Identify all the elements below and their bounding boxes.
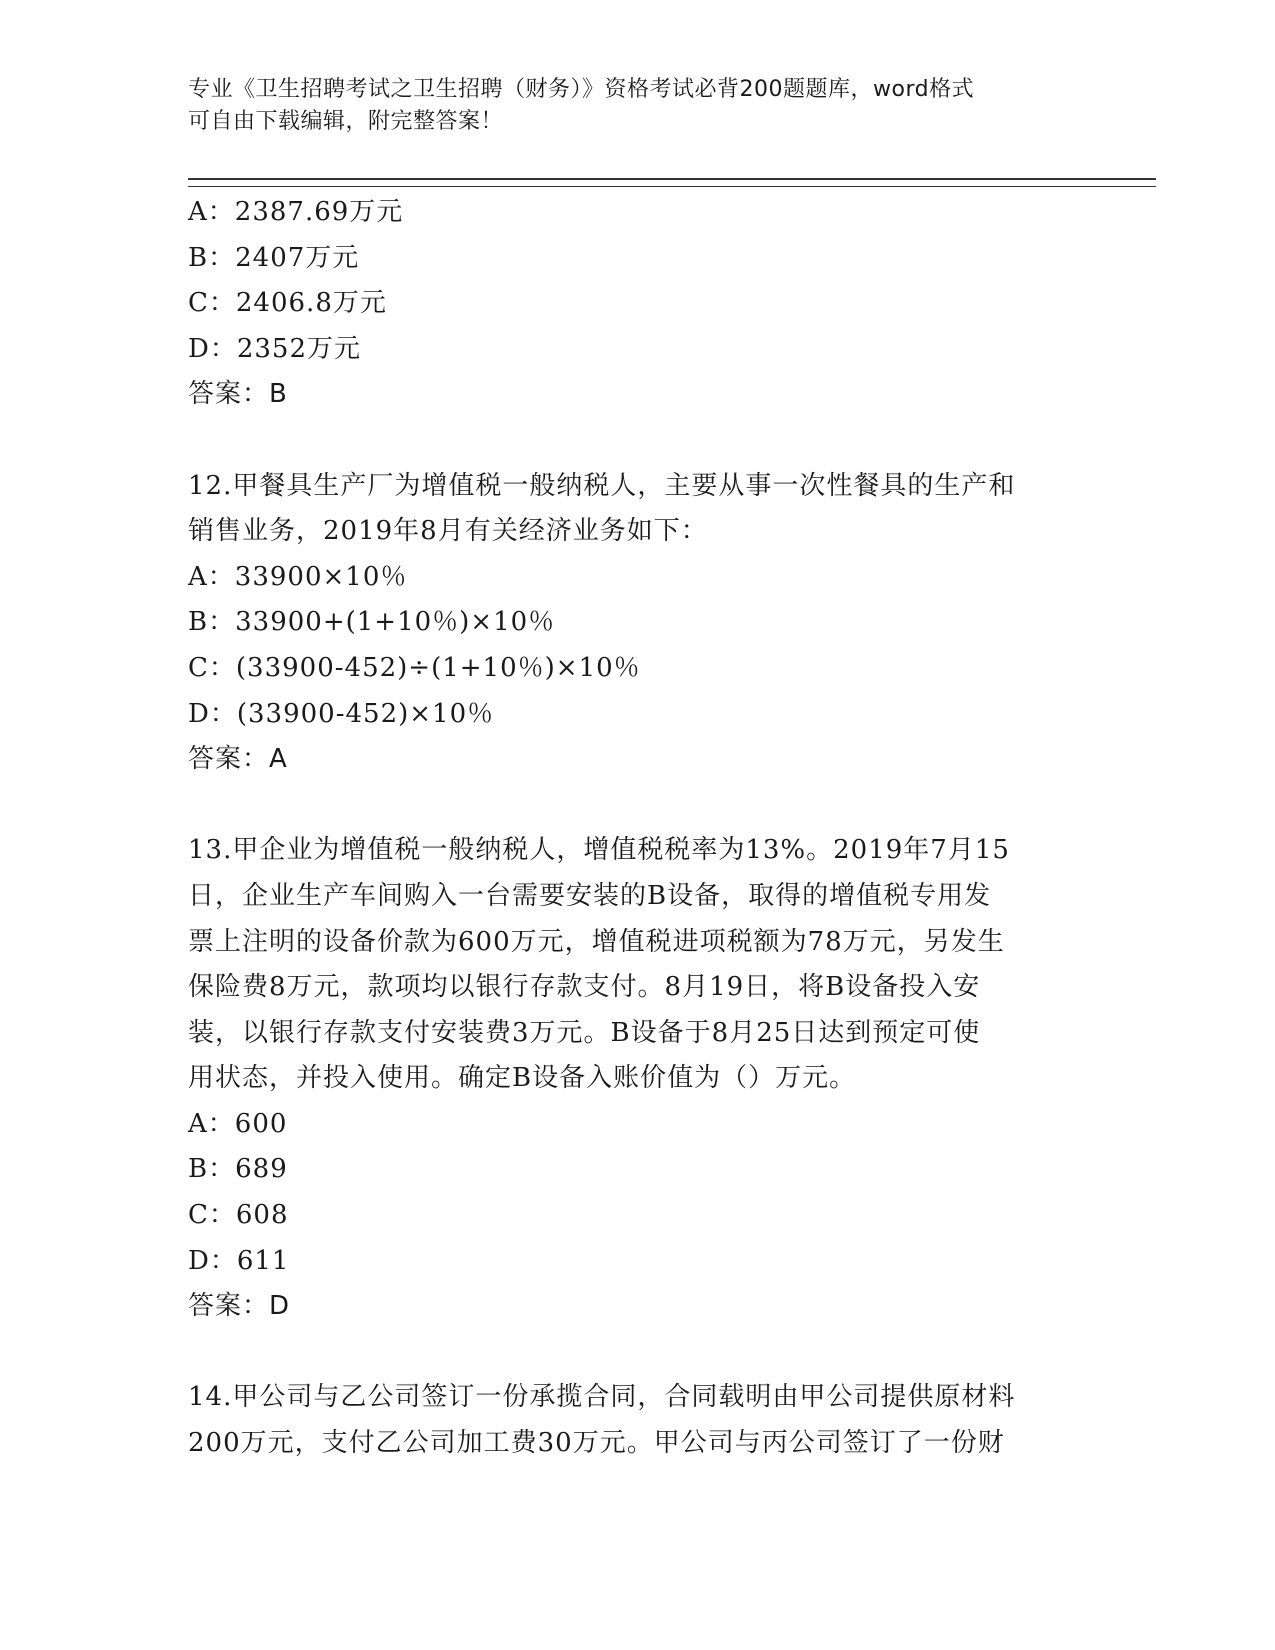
question-stem-line: 14.甲公司与乙公司签订一份承揽合同，合同载明由甲公司提供原材料 [188,1382,1016,1413]
option-c: C：2406.8万元 [188,288,387,319]
question-11 [188,190,1078,418]
answer: 答案：D [188,1291,291,1322]
option-d: D：611 [188,1245,290,1276]
question-stem-line: 用状态，并投入使用。确定B设备入账价值为（）万元。 [188,1063,857,1094]
question-13 [188,828,1078,1330]
option-b: B：33900+(1+10％)×10％ [188,607,556,638]
option-c: C：(33900-452)÷(1+10％)×10％ [188,652,641,683]
question-14 [188,1375,1078,1466]
question-stem-line: 票上注明的设备价款为600万元，增值税进项税额为78万元，另发生 [188,926,1005,957]
option-a: A：33900×10％ [188,561,408,592]
header-title-line-2: 可自由下载编辑，附完整答案！ [188,109,504,134]
option-b: B：2407万元 [188,242,360,273]
document-body [188,190,1078,1467]
spacer [188,783,1078,829]
option-d: D：(33900-452)×10％ [188,698,495,729]
option-b: B：689 [188,1154,288,1185]
answer: 答案：A [188,744,288,775]
document-header [188,74,1088,138]
option-a: A：600 [188,1108,288,1139]
option-a: A：2387.69万元 [188,197,404,227]
question-12 [188,464,1078,783]
option-d: D：2352万元 [188,333,362,364]
header-title-line-1: 专业《卫生招聘考试之卫生招聘（财务）》资格考试必背200题题库，word格式 [188,77,975,102]
question-stem-line: 12.甲餐具生产厂为增值税一般纳税人，主要从事一次性餐具的生产和 [188,470,1016,501]
question-stem-line: 销售业务，2019年8月有关经济业务如下： [188,516,708,547]
question-stem-line: 日，企业生产车间购入一台需要安装的B设备，取得的增值税专用发 [188,880,992,911]
question-stem-line: 装，以银行存款支付安装费3万元。B设备于8月25日达到预定可使 [188,1017,981,1048]
header-divider [188,178,1156,187]
spacer [188,418,1078,464]
question-stem-line: 保险费8万元，款项均以银行存款支付。8月19日，将B设备投入安 [188,972,981,1003]
question-stem-line: 13.甲企业为增值税一般纳税人，增值税税率为13%。2019年7月15 [188,835,1010,866]
option-c: C：608 [188,1200,289,1231]
answer: 答案：B [188,379,288,410]
question-stem-line: 200万元，支付乙公司加工费30万元。甲公司与丙公司签订了一份财 [188,1428,1005,1459]
spacer [188,1330,1078,1376]
